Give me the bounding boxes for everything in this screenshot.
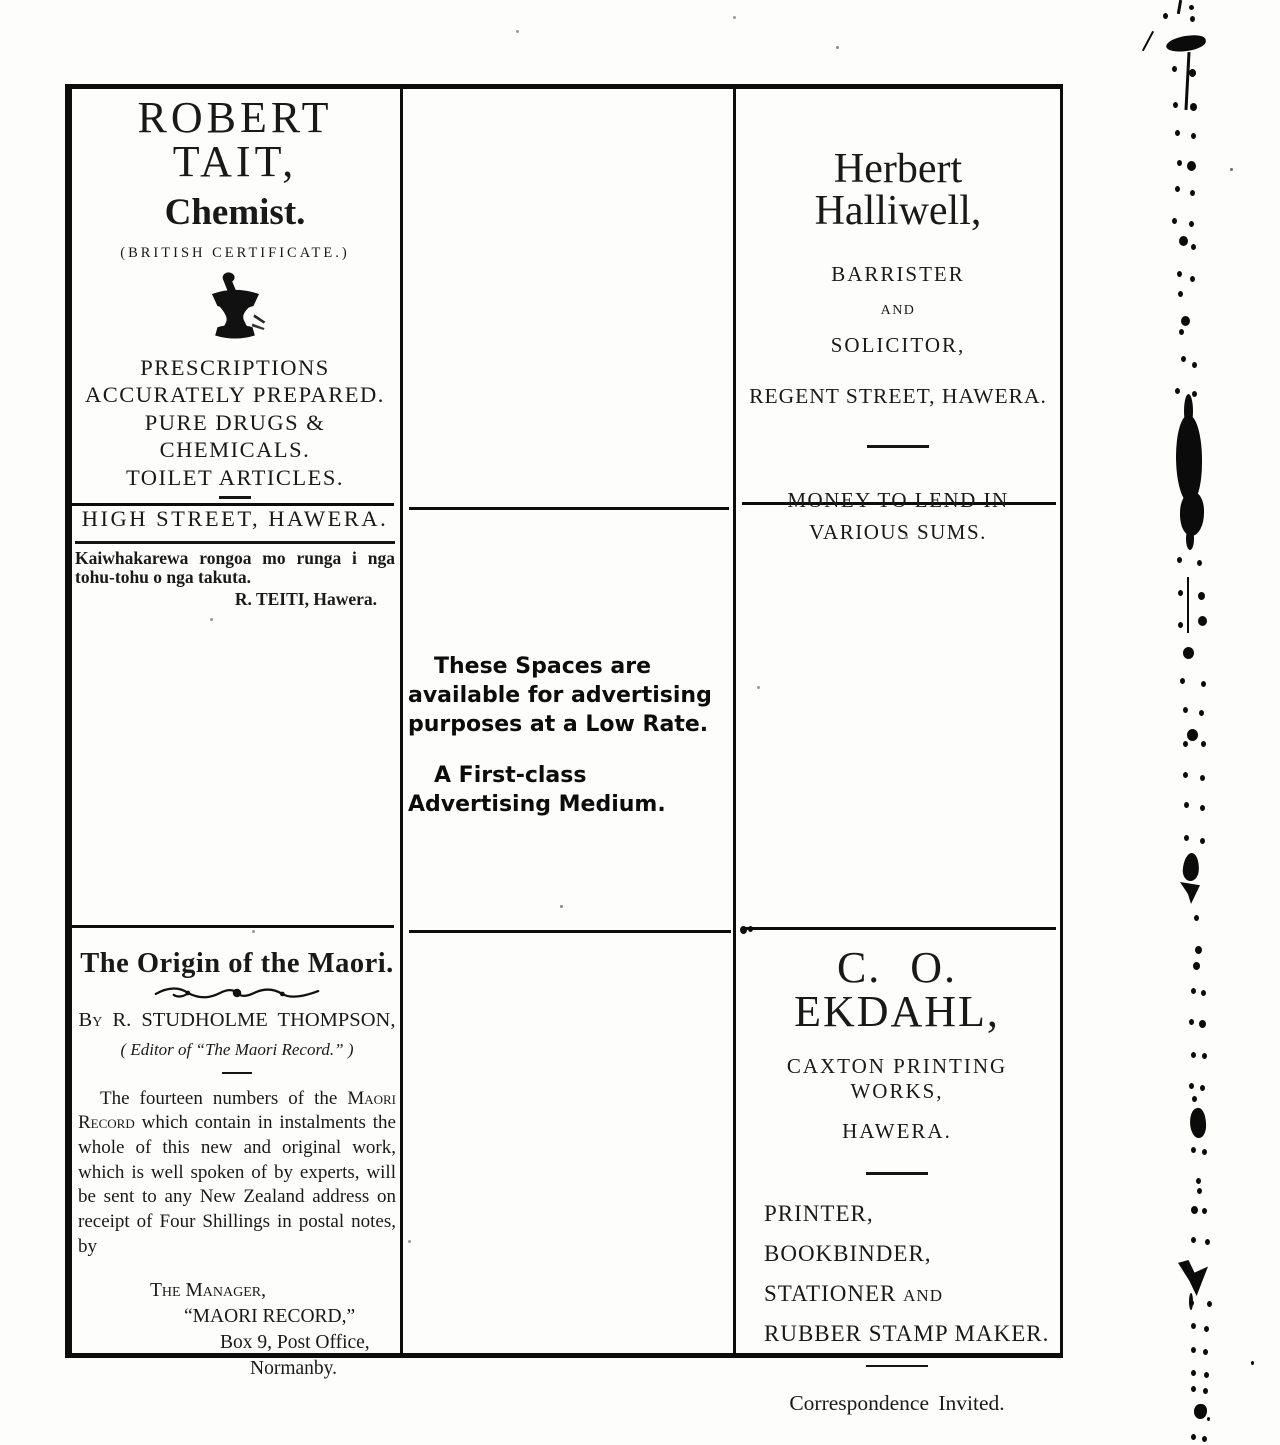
- contact-line: Box 9, Post Office,: [220, 1331, 370, 1353]
- offer-line: MONEY TO LEND IN: [787, 487, 1009, 512]
- short-rule: [219, 496, 251, 499]
- mortar-and-pestle-icon: [75, 270, 395, 342]
- ink-blot: [1180, 882, 1200, 904]
- advertiser-trade: Chemist.: [164, 192, 306, 233]
- conjunction: AND: [880, 303, 916, 318]
- ink-mark: [1142, 31, 1154, 51]
- advertiser-address: REGENT STREET, HAWERA.: [749, 384, 1047, 408]
- ink-blot: [1194, 1404, 1207, 1419]
- ink-mark: [1189, 5, 1194, 10]
- ink-mark: [1177, 0, 1182, 14]
- service-line: RUBBER STAMP MAKER.: [764, 1320, 1050, 1346]
- editor-note: ( Editor of “The Maori Record.” ): [120, 1039, 354, 1059]
- ink-blot: [1186, 528, 1194, 550]
- cell-rule: [72, 925, 394, 928]
- offer-line: VARIOUS SUMS.: [809, 520, 987, 545]
- scan-dust: [0, 0, 3, 3]
- body-text: The fourteen numbers of the: [100, 1087, 348, 1109]
- correspondence-note: Correspondence Invited.: [789, 1391, 1005, 1415]
- business-name: CAXTON PRINTING WORKS,: [786, 1054, 1008, 1103]
- author-byline: By R. STUDHOLME THOMPSON,: [78, 1008, 396, 1031]
- service-line: PRESCRIPTIONS ACCURATELY PREPARED.: [85, 355, 385, 408]
- ink-blot: [1178, 1260, 1208, 1296]
- contact-line: Normanby.: [250, 1357, 338, 1379]
- cell-rule: [409, 930, 731, 933]
- ekdahl-printing-ad: [740, 943, 1054, 1416]
- service-line: STATIONER AND: [764, 1280, 943, 1306]
- ink-blot: [1182, 852, 1200, 881]
- origin-of-maori-ad: [78, 950, 396, 1381]
- business-town: HAWERA.: [842, 1119, 952, 1143]
- service-line: TOILET ARTICLES.: [125, 464, 345, 490]
- conjunction: AND: [903, 1285, 943, 1305]
- profession-line: BARRISTER: [831, 262, 965, 286]
- flourish-ornament-icon: [78, 984, 396, 1002]
- notice-paragraph: A First-class Advertising Medium.: [408, 763, 666, 818]
- ink-blot: [1176, 415, 1202, 503]
- note-divider-rule: [75, 541, 395, 544]
- contact-line: “MAORI RECORD,”: [184, 1306, 356, 1328]
- column-divider-left: [400, 89, 403, 1353]
- ink-blot: [1188, 1107, 1208, 1139]
- notice-paragraph: These Spaces are available for advertising purposes at a Low Rate.: [408, 654, 712, 738]
- body-text: which contain in instalments the whole of this new and original work, which is well spoken of by experts, will be sent to any New Zealand address on receipt of Four Shillings in postal notes, by: [78, 1112, 396, 1257]
- ink-streak: [1184, 52, 1190, 110]
- short-rule: [866, 1172, 928, 1175]
- book-title: The Origin of the Maori.: [80, 948, 394, 979]
- book-offer-paragraph: [78, 1087, 396, 1260]
- profession-line: SOLICITOR,: [830, 333, 966, 357]
- advertiser-name: C. O. EKDAHL,: [794, 943, 1000, 1036]
- ink-streak: [1187, 577, 1189, 633]
- column-divider-right: [733, 89, 736, 1353]
- advertiser-name: Herbert Halliwell,: [814, 146, 982, 234]
- cell-rule: [742, 927, 1056, 930]
- maori-language-note: Kaiwhakarewa rongoa mo runga i nga tohu-tohu o nga takuta.: [75, 547, 395, 588]
- short-rule: [867, 445, 929, 448]
- cell-rule: [409, 507, 729, 510]
- service-line: BOOKBINDER,: [764, 1240, 932, 1266]
- certificate-note: (BRITISH CERTIFICATE.): [120, 245, 350, 261]
- ink-streak: [1189, 1293, 1193, 1310]
- service-line: PRINTER,: [764, 1200, 874, 1226]
- ink-blot: [1165, 34, 1207, 54]
- publication-name: Maori Record: [78, 1087, 396, 1134]
- contact-line: The Manager,: [150, 1280, 266, 1302]
- maori-note-signature: R. TEITI, Hawera.: [234, 588, 377, 609]
- robert-tait-ad: [75, 93, 395, 610]
- advertiser-address: HIGH STREET, HAWERA.: [81, 506, 389, 532]
- advertising-space-notice: [408, 652, 726, 819]
- herbert-halliwell-ad: [742, 148, 1054, 549]
- service-line: PURE DRUGS & CHEMICALS.: [144, 409, 326, 463]
- short-rule: [222, 1072, 252, 1074]
- short-rule: [866, 1365, 928, 1368]
- advertiser-name: ROBERT TAIT,: [137, 93, 333, 186]
